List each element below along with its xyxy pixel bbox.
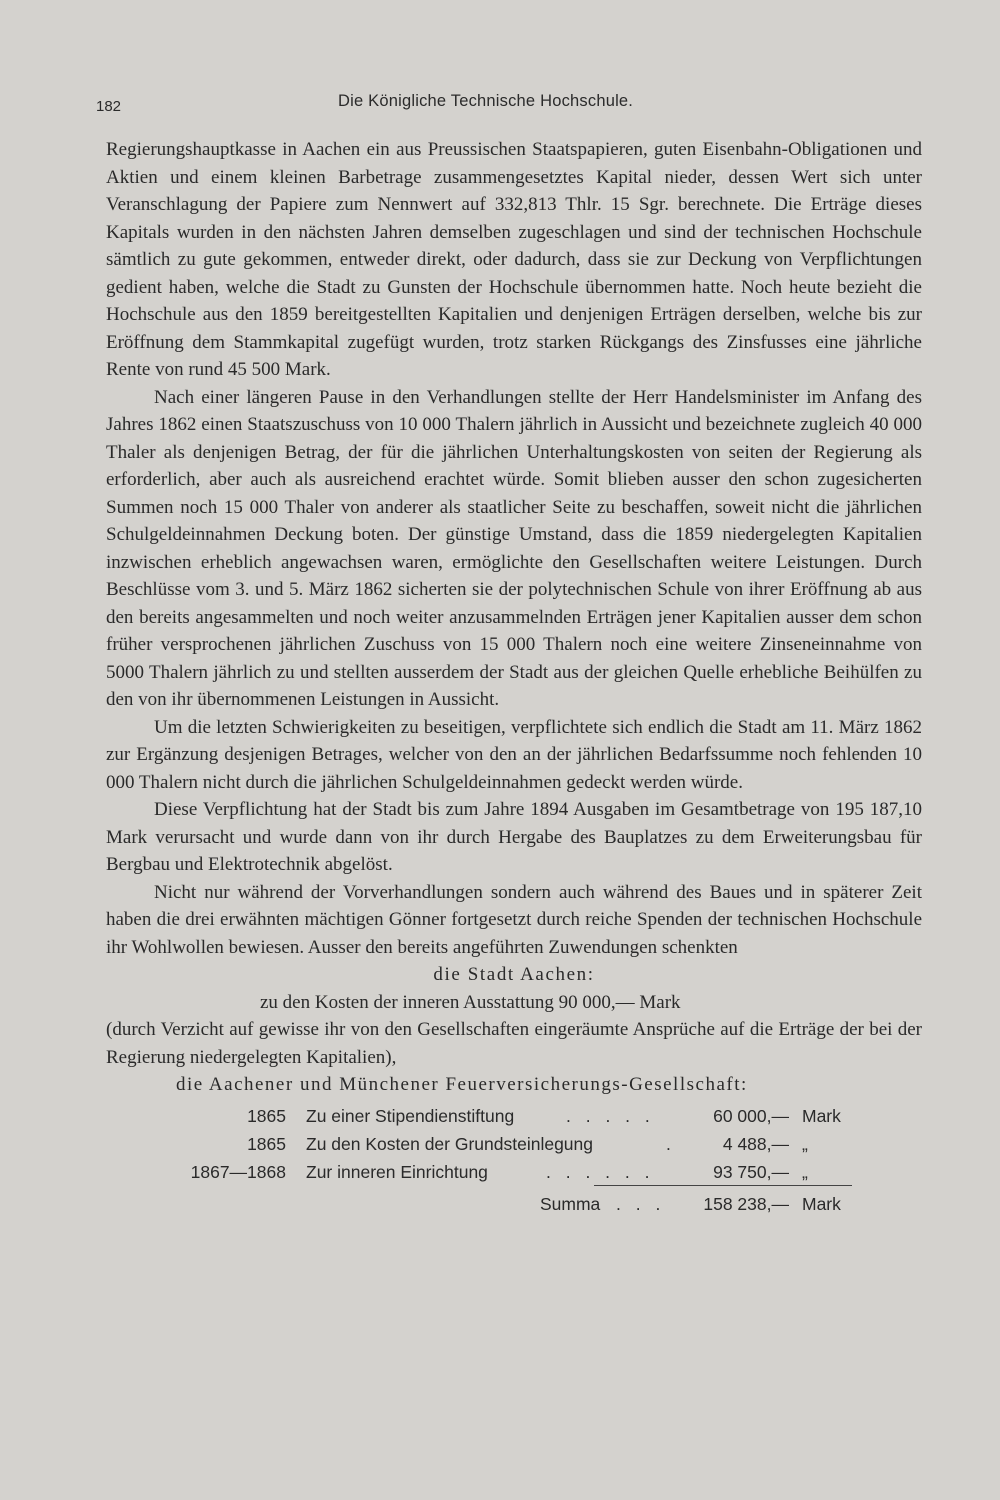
ledger-description: Zur inneren Einrichtung [306, 1161, 488, 1182]
paragraph-5: Nicht nur während der Vorverhandlungen sondern auch während des Baues und in späterer Zeit haben die drei erwähnten mächtigen Gönner fortgesetzt durch reiche Spenden der technischen Hochschule ihr Wohlwollen bewiesen. Ausser den bereits angeführten Zuwendungen schenkten [106, 881, 922, 958]
ledger-row [106, 1101, 922, 1129]
sum-label: Summa [540, 1193, 601, 1214]
ledger-year: 1867—1868 [190, 1161, 286, 1182]
ledger-unit: Mark [802, 1105, 841, 1126]
sum-amount: 158 238,— [703, 1193, 789, 1214]
ledger-leader-dots: . . . . . . [546, 1161, 655, 1182]
ledger-year: 1865 [247, 1105, 286, 1126]
ledger-amount: 60 000,— [713, 1105, 789, 1126]
ledger-leader-dots: . [666, 1133, 676, 1154]
body-text [106, 136, 922, 1221]
sum-rule [594, 1185, 852, 1186]
ledger-unit: „ [802, 1161, 808, 1182]
city-donation-note: (durch Verzicht auf gewisse ihr von den Gesellschaften eingeräumte Ansprüche auf die Erträge der bei der Regierung niedergelegten Kapitalien), [106, 1019, 922, 1068]
donation-ledger [106, 1101, 922, 1221]
ledger-leader-dots: . . . . . [566, 1105, 655, 1126]
page-number: 182 [96, 98, 122, 115]
city-heading: die Stadt Aachen: [433, 964, 595, 985]
sum-leader-dots: . . . [616, 1193, 666, 1214]
paragraph-1: Regierungshauptkasse in Aachen ein aus Preussischen Staatspapieren, guten Eisenbahn-Obligationen und Aktien und einem kleinen Barbetrage zusammengesetztes Kapital nieder, dessen Wert sich unter Veranschlagung der Papiere zum Nennwert auf 332,813 Thlr. 15 Sgr. berechnete. Die Erträge dieses Kapitals wurden in den nächsten Jahren demselben zugeschlagen und sind der technischen Hochschule sämtlich zu gute gekommen, entweder direkt, oder dadurch, dass sie zur Deckung von Verpflichtungen gedient haben, welche die Stadt zu Gunsten der Hochschule übernommen hatte. Noch heute bezieht die Hochschule aus den 1859 bereitgestellten Kapitalien und denjenigen Erträgen derselben, welche bis zur Eröffnung dem Stammkapital zugefügt wurden, trotz starken Rückgangs des Zinsfusses eine jährliche Rente von rund 45 500 Mark. [106, 139, 922, 380]
ledger-description: Zu den Kosten der Grundsteinlegung [306, 1133, 593, 1154]
ledger-row [106, 1157, 922, 1185]
paragraph-4: Diese Verpflichtung hat der Stadt bis zum Jahre 1894 Ausgaben im Gesamtbetrage von 195 187,10 Mark verursacht und wurde dann von ihr durch Hergabe des Bauplatzes zu dem Erweiterungsbau für Bergbau und Elektrotechnik abgelöst. [106, 799, 922, 875]
company-heading: die Aachener und Münchener Feuerversicherungs-Gesellschaft: [176, 1074, 748, 1095]
ledger-total-row [106, 1189, 922, 1217]
ledger-description: Zu einer Stipendienstiftung [306, 1105, 515, 1126]
ledger-row [106, 1129, 922, 1157]
city-donation-line: zu den Kosten der inneren Ausstattung 90 000,— Mark [260, 991, 681, 1013]
ledger-amount: 93 750,— [713, 1161, 789, 1182]
ledger-year: 1865 [247, 1133, 286, 1154]
running-title: Die Königliche Technische Hochschule. [338, 92, 634, 110]
page-header [96, 88, 926, 118]
paragraph-2: Nach einer längeren Pause in den Verhandlungen stellte der Herr Handelsminister im Anfang des Jahres 1862 einen Staatszuschuss von 10 000 Thalern jährlich in Aussicht und bezeichnete zugleich 40 000 Thaler als denjenigen Betrag, der für die jährlichen Unterhaltungskosten von seiten der Regierung als erforderlich, aber auch als ausreichend erachtet würde. Somit blieben ausser den schon zugesicherten Summen noch 15 000 Thaler von anderer als staatlicher Seite zu beschaffen, soweit nicht die jährlichen Schulgeldeinnahmen Deckung boten. Der günstige Umstand, dass die 1859 niedergelegten Kapitalien inzwischen erheblich angewachsen waren, ermöglichte den Gesellschaften weitere Leistungen. Durch Beschlüsse vom 3. und 5. März 1862 sicherten sie der polytechnischen Schule von ihrer Eröffnung ab aus den bereits angesammelten und noch weiter anzusammelnden Erträgen jener Kapitalien ausser dem schon früher versprochenen jährlichen Zuschuss von 15 000 Thalern noch eine weitere Zinseneinnahme von 5000 Thalern jährlich zu und stellten ausserdem der Stadt aus der gleichen Quelle erhebliche Beihülfen zu den von ihr übernommenen Leistungen in Aussicht. [106, 386, 922, 710]
paragraph-3: Um die letzten Schwierigkeiten zu beseitigen, verpflichtete sich endlich die Stadt am 11. März 1862 zur Ergänzung desjenigen Betrages, welcher von den an der jährlichen Bedarfssumme noch fehlenden 10 000 Thalern nicht durch die jährlichen Schulgeldeinnahmen gedeckt werden würde. [106, 716, 922, 793]
sum-unit: Mark [802, 1193, 841, 1214]
ledger-unit: „ [802, 1133, 808, 1154]
ledger-amount: 4 488,— [722, 1133, 789, 1154]
